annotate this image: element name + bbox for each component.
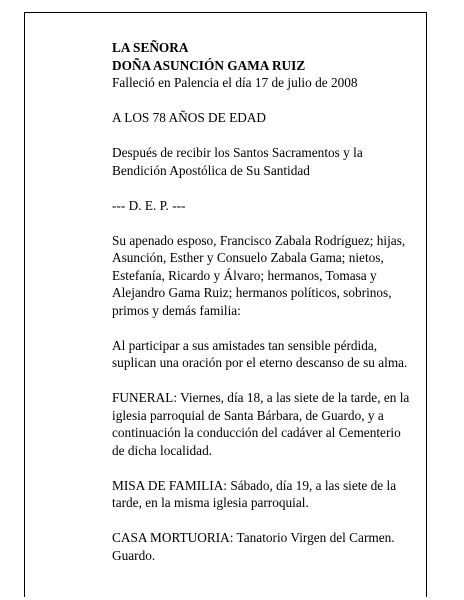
text-line: Al participar a sus amistades tan sensible pérdida, (112, 337, 378, 353)
deceased-name: DOÑA ASUNCIÓN GAMA RUIZ (112, 57, 306, 73)
heading-block (112, 39, 422, 92)
obituary-notice (112, 39, 422, 582)
text-line: Guardo. (112, 547, 156, 563)
death-date: Falleció en Palencia el día 17 de julio de 2008 (112, 75, 358, 90)
text-line: MISA DE FAMILIA: Sábado, día 19, a las siete de la (112, 477, 397, 493)
text-line: iglesia parroquial de Santa Bárbara, de Guardo, y a (112, 407, 384, 423)
text-line: Asunción, Esther y Consuelo Zabala Gama; nietos, (112, 250, 384, 265)
request-paragraph (112, 337, 422, 372)
text-line: Bendición Apostólica de Su Santidad (112, 162, 310, 178)
sacraments-paragraph (112, 144, 422, 179)
dep-line: --- D. E. P. --- (112, 197, 186, 213)
age-line: A LOS 78 AÑOS DE EDAD (112, 110, 267, 125)
text-line: primos y demás familia: (112, 302, 241, 318)
family-mass-paragraph (112, 477, 422, 512)
family-paragraph (112, 232, 422, 320)
text-line: de dicha localidad. (112, 442, 213, 458)
text-line: Su apenado esposo, Francisco Zabala Rodríguez; hijas, (112, 232, 406, 248)
text-line: FUNERAL: Viernes, día 18, a las siete de la tarde, en la (112, 390, 410, 405)
funeral-paragraph (112, 389, 422, 459)
text-line: CASA MORTUORIA: Tanatorio Virgen del Carmen. (112, 530, 395, 545)
text-line: tarde, en la misma iglesia parroquial. (112, 495, 309, 510)
text-line: Alejandro Gama Ruiz; hermanos políticos, sobrinos, (112, 285, 392, 300)
text-line: suplican una oración por el eterno descanso de su alma. (112, 355, 408, 370)
title-line: LA SEÑORA (112, 40, 189, 55)
text-line: Estefanía, Ricardo y Álvaro; hermanos, Tomasa y (112, 267, 377, 283)
funeral-home-paragraph (112, 529, 422, 564)
text-line: continuación la conducción del cadáver al Cementerio (112, 425, 401, 440)
text-line: Después de recibir los Santos Sacramentos y la (112, 145, 363, 160)
